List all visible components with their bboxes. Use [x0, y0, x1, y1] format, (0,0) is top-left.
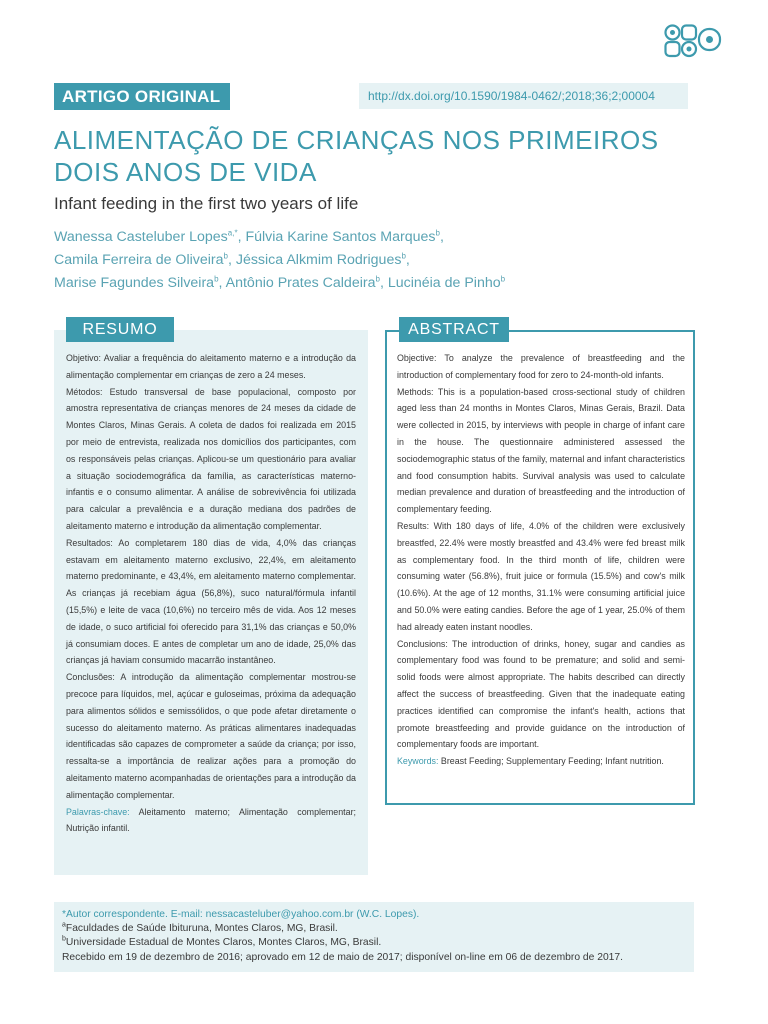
spsp-logo: [664, 24, 722, 58]
title-line-2: DOIS ANOS DE VIDA: [54, 157, 317, 187]
author-affiliation: b: [500, 274, 506, 284]
author-affiliation: b: [214, 274, 219, 284]
affiliation-text: Universidade Estadual de Montes Claros, Montes Claros, MG, Brasil.: [65, 937, 382, 949]
resumo-results: Resultados: Ao completarem 180 dias de vida, 4,0% das crianças estavam em aleitamento materno exclusivo, 22,4%, em aleitamento materno predominante, e 43,4%, em aleitamento materno complementar. As crianças já recebiam água (56,8%), suco natural/fórmula infantil (15,5%) e leite de vaca (10,6%) no terceiro mês de vida. Aos 12 meses de idade, o suco artificial foi oferecido para 31,1% das crianças e 50,0% já consumiam doces. E antes de completar um ano de idade, 25,0% das crianças já haviam consumido macarrão instantâneo.: [66, 537, 356, 666]
author-affiliation: b: [375, 274, 380, 284]
abstract-objective: Objective: To analyze the prevalence of breastfeeding and the introduction of complementary food for zero to 24-month-old infants.: [397, 353, 685, 380]
author-name: Marise Fagundes Silveira: [54, 275, 215, 291]
affiliation-b: [62, 936, 686, 950]
resumo-conclusions: Conclusões: A introdução da alimentação complementar mostrou-se precoce para líquidos, mel, açúcar e guloseimas, próxima da adequação para alimentos sólidos e semissólidos, o que pode afetar diretamente o sucesso do aleitamento materno. As práticas alimentares inadequadas identificadas são capazes de comprometer a saúde da criança; por isso, ressalta-se a importância de realizar ações para a promoção do aleitamento materno acompanhadas de orientações para a introdução da alimentação complementar.: [66, 672, 356, 800]
received-dates: Recebido em 19 de dezembro de 2016; aprovado em 12 de maio de 2017; disponível on-line em 06 de dezembro de 2017.: [62, 951, 623, 963]
resumo-methods: Métodos: Estudo transversal de base populacional, composto por amostra representativa de crianças menores de 24 meses da cidade de Montes Claros, Minas Gerais. A coleta de dados foi realizada em 2015 por meio de entrevista, realizada nos domicílios dos participantes, com os responsáveis pelas crianças. Aplicou-se um questionário para avaliar a situação sociodemográfica da família, as características materno-infantis e o consumo alimentar. A análise de sobrevivência foi utilizada para calcular a prevalência e a duração mediana dos padrões de aleitamento materno e introdução da alimentação complementar.: [66, 386, 356, 531]
author-separator: ,: [379, 275, 388, 291]
abstract-methods: Methods: This is a population-based cross-sectional study of children aged less than 24 months in Montes Claros, Minas Gerais, Brazil. Data were collected in 2015, by interviews with people in charge of infant care in the house. The questionnaire administered assessed the sociodemographic status of the family, maternal and infant characteristics and food consumption habits. Survival analysis was used to calculate median prevalence and duration of breastfeeding and the introduction of complementary feeding.: [397, 386, 685, 515]
resumo-keywords: [66, 804, 356, 838]
abstract-results: Results: With 180 days of life, 4.0% of the children were exclusively breastfed, 22.4% were mostly breastfed and 43.4% were fed breast milk as complementary food. In the third month of life, children were consuming water (56.8%), fruit juice or formula (15.5%) and cow's milk (10.6%). At the age of 12 months, 31.1% were consuming artificial juice and 50.0% were eating candies. Before the age of 1 year, 25.0% of them had already eaten instant noodles.: [397, 520, 685, 632]
author-name: Wanessa Casteluber Lopes: [54, 229, 228, 245]
author-separator: ,: [227, 252, 236, 268]
abstract-heading: ABSTRACT: [399, 317, 509, 342]
affiliation-marker: b: [62, 935, 66, 943]
abstract-conclusions: Conclusions: The introduction of drinks, honey, sugar and candies as complementary food was found to be premature; and solid and semi-solid foods were almost appropriate. The habits described can directly affect the success of breastfeeding. Given that the inadequate eating practices identified can compromise the infant's health, actions that promote breastfeeding and provide guidance on the introduction of complementary foods are important.: [397, 638, 685, 750]
affiliation-marker: a: [62, 921, 66, 929]
author-list: [54, 226, 714, 295]
resumo-objective: Objetivo: Avaliar a frequência do aleitamento materno e a introdução da alimentação complementar em crianças de zero a 24 meses.: [66, 353, 356, 380]
author-affiliation: b: [223, 251, 228, 261]
abstract-keywords: [397, 753, 685, 770]
doi-link[interactable]: http://dx.doi.org/10.1590/1984-0462/;2018;36;2;00004: [359, 83, 688, 109]
author-affiliation: b: [401, 251, 406, 261]
author-separator: ,: [237, 229, 246, 245]
corresponding-author: *Autor correspondente. E-mail: nessacasteluber@yahoo.com.br (W.C. Lopes).: [62, 909, 420, 920]
affiliation-a: [62, 922, 686, 936]
keywords-label: Palavras-chave:: [66, 806, 130, 817]
affiliation-text: Faculdades de Saúde Ibituruna, Montes Claros, MG, Brasil.: [65, 923, 338, 935]
footnote-panel: [54, 902, 694, 972]
author-name: Camila Ferreira de Oliveira: [54, 252, 224, 268]
author-affiliation: a,*: [227, 228, 238, 238]
keywords-text: Breast Feeding; Supplementary Feeding; Infant nutrition.: [438, 756, 664, 767]
author-name: Antônio Prates Caldeira: [225, 275, 376, 291]
title-line-1: ALIMENTAÇÃO DE CRIANÇAS NOS PRIMEIROS: [54, 125, 659, 155]
english-title: Infant feeding in the first two years of life: [54, 194, 359, 213]
author-name: Fúlvia Karine Santos Marques: [245, 229, 436, 245]
author-name: Lucinéia de Pinho: [387, 275, 501, 291]
article-type-label: ARTIGO ORIGINAL: [54, 83, 230, 110]
keywords-text: Aleitamento materno; Alimentação complementar; Nutrição infantil.: [66, 806, 356, 834]
keywords-label: Keywords:: [397, 756, 439, 767]
article-title: [54, 124, 714, 188]
author-affiliation: b: [435, 228, 440, 238]
resumo-body: [66, 350, 356, 837]
author-separator: ,: [405, 252, 410, 268]
author-separator: ,: [218, 275, 226, 291]
author-name: Jéssica Alkmim Rodrigues: [235, 252, 402, 268]
abstract-body: [397, 350, 685, 770]
resumo-heading: RESUMO: [66, 317, 174, 342]
author-separator: ,: [439, 229, 444, 245]
